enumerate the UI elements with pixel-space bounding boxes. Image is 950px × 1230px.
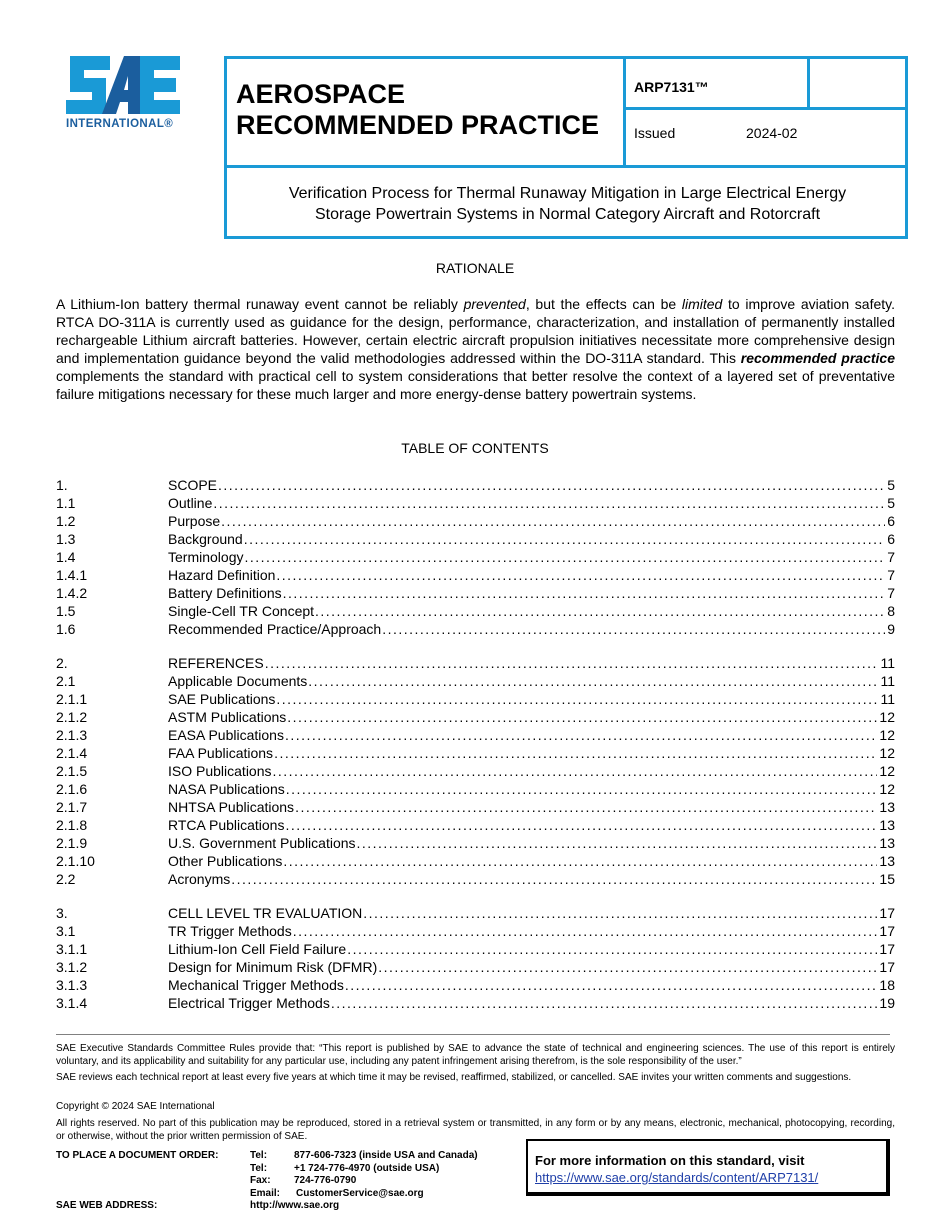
toc-entry-page: 17 — [879, 923, 895, 939]
toc-entry-number: 3.1.3 — [56, 977, 88, 993]
toc-entry[interactable] — [56, 870, 895, 888]
toc-entry-number: 2.1.10 — [56, 853, 95, 869]
toc-entry[interactable] — [56, 976, 895, 994]
dot-leader — [285, 726, 877, 744]
toc-entry-page: 13 — [879, 853, 895, 869]
toc-entry-title: Other Publications — [168, 853, 283, 869]
toc-entry[interactable] — [56, 672, 895, 690]
toc-entry-page: 17 — [879, 959, 895, 975]
toc-entry-title: Recommended Practice/Approach — [168, 621, 382, 637]
toc-entry-number: 2.1.1 — [56, 691, 88, 707]
emphasis: prevented — [463, 296, 526, 312]
dot-leader — [274, 744, 877, 762]
toc-entry-title: Battery Definitions — [168, 585, 282, 601]
toc-entry-title: CELL LEVEL TR EVALUATION — [168, 905, 363, 921]
toc-entry-page: 9 — [887, 621, 895, 637]
document-type-line2: RECOMMENDED PRACTICE — [236, 110, 600, 140]
toc-entry-number: 1. — [56, 477, 68, 493]
sae-logo-icon — [66, 56, 188, 114]
rights-text: All rights reserved. No part of this publication may be reproduced, stored in a retrieval system or transmitted, in any form or by any means, electronic, mechanical, photocopying, recording, or otherwise, without the prior written permission of SAE. — [56, 1118, 895, 1142]
toc-entry-number: 3.1.4 — [56, 995, 88, 1011]
dot-leader — [221, 512, 885, 530]
toc-entry-page: 11 — [880, 655, 895, 671]
toc-entry-number: 3. — [56, 905, 68, 921]
rationale-paragraph — [56, 295, 895, 403]
toc-entry-page: 12 — [879, 781, 895, 797]
toc-entry-title: Background — [168, 531, 243, 547]
toc-entry-title: SAE Publications — [168, 691, 276, 707]
review-text: SAE reviews each technical report at least every five years at which time it may be revised, reaffirmed, stabilized, or cancelled. SAE invites your written comments and suggestions. — [56, 1072, 852, 1083]
toc-entry-page: 11 — [880, 673, 895, 689]
toc-entry[interactable] — [56, 654, 895, 672]
contact-key: Tel: — [250, 1150, 268, 1161]
toc-entry[interactable] — [56, 494, 895, 512]
toc-entry[interactable] — [56, 620, 895, 638]
dot-leader — [308, 672, 878, 690]
toc-entry-title: TR Trigger Methods — [168, 923, 292, 939]
copyright-text: Copyright © 2024 SAE International — [56, 1101, 215, 1112]
dot-leader — [276, 690, 878, 708]
document-header-box — [224, 56, 908, 239]
toc-entry[interactable] — [56, 762, 895, 780]
toc-entry-title: REFERENCES — [168, 655, 264, 671]
dot-leader — [331, 994, 878, 1012]
dot-leader — [213, 494, 885, 512]
toc-entry-number: 1.6 — [56, 621, 76, 637]
divider — [623, 107, 908, 110]
contact-phone-domestic: 877-606-7323 (inside USA and Canada) — [294, 1150, 478, 1161]
dot-leader — [285, 816, 877, 834]
toc-entry-page: 13 — [879, 835, 895, 851]
document-type-line1: AEROSPACE — [236, 79, 406, 109]
web-label: SAE WEB ADDRESS: — [56, 1200, 158, 1212]
toc-entry-page: 7 — [887, 585, 895, 601]
more-info-text: For more information on this standard, visit — [535, 1153, 805, 1168]
contact-key: Tel: — [250, 1162, 268, 1174]
contact-email[interactable]: CustomerService@sae.org — [296, 1187, 424, 1199]
divider — [623, 59, 626, 167]
toc-entry-page: 13 — [879, 799, 895, 815]
divider — [807, 59, 810, 109]
toc-entry[interactable] — [56, 690, 895, 708]
toc-entry[interactable] — [56, 566, 895, 584]
dot-leader — [244, 548, 885, 566]
text: A Lithium-Ion battery thermal runaway event cannot be reliably — [56, 296, 464, 312]
toc-entry-number: 2.2 — [56, 871, 76, 887]
toc-entry[interactable] — [56, 940, 895, 958]
toc-entry-number: 1.4.2 — [56, 585, 88, 601]
toc-entry-title: Electrical Trigger Methods — [168, 995, 330, 1011]
contact-key: Email: — [250, 1187, 281, 1199]
toc-entry-page: 12 — [879, 727, 895, 743]
dot-leader — [347, 940, 877, 958]
toc-entry-title: NASA Publications — [168, 781, 285, 797]
toc-entry-page: 17 — [879, 905, 895, 921]
dot-leader — [218, 476, 885, 494]
toc-entry-title: Lithium-Ion Cell Field Failure — [168, 941, 347, 957]
toc-heading: TABLE OF CONTENTS — [401, 440, 549, 456]
toc-entry[interactable] — [56, 512, 895, 530]
standard-link[interactable]: https://www.sae.org/standards/content/ARP7131/ — [535, 1170, 819, 1185]
toc-entry-page: 13 — [879, 817, 895, 833]
toc-entry-number: 1.3 — [56, 531, 76, 547]
rationale-heading: RATIONALE — [435, 260, 515, 276]
order-label: TO PLACE A DOCUMENT ORDER: — [56, 1150, 219, 1161]
document-type — [236, 79, 599, 141]
toc-entry-title: FAA Publications — [168, 745, 274, 761]
toc-entry[interactable] — [56, 530, 895, 548]
toc-entry-page: 11 — [880, 691, 895, 707]
toc-entry-number: 1.1 — [56, 495, 76, 511]
toc-entry-title: Mechanical Trigger Methods — [168, 977, 344, 993]
dot-leader — [378, 958, 877, 976]
toc-entry-title: RTCA Publications — [168, 817, 285, 833]
dot-leader — [357, 834, 878, 852]
text: complements the standard with practical cell to system considerations that better resolve the context of a layered set of preventative failure mitigations necessary for these much larger and more energy-dense battery powertrain systems. — [56, 368, 895, 402]
toc-entry-number: 1.4 — [56, 549, 76, 565]
toc-entry-number: 1.2 — [56, 513, 76, 529]
toc-section-2 — [56, 654, 895, 888]
document-title-line1: Verification Process for Thermal Runaway Mitigation in Large Electrical Energy — [288, 185, 847, 202]
toc-entry-page: 12 — [879, 763, 895, 779]
toc-entry-number: 2.1.5 — [56, 763, 88, 779]
toc-entry-title: ISO Publications — [168, 763, 272, 779]
document-title-line2: Storage Powertrain Systems in Normal Category Aircraft and Rotorcraft — [314, 206, 821, 223]
toc-entry-number: 2.1 — [56, 673, 76, 689]
dot-leader — [293, 922, 878, 940]
toc-entry-page: 7 — [887, 567, 895, 583]
toc-entry[interactable] — [56, 744, 895, 762]
emphasis: limited — [681, 296, 723, 312]
more-info-box — [526, 1139, 890, 1196]
dot-leader — [273, 762, 878, 780]
dot-leader — [295, 798, 877, 816]
toc-section-1 — [56, 476, 895, 638]
toc-entry[interactable] — [56, 958, 895, 976]
toc-entry-title: NHTSA Publications — [168, 799, 295, 815]
dot-leader — [382, 620, 885, 638]
toc-entry-page: 12 — [879, 709, 895, 725]
dot-leader — [244, 530, 885, 548]
web-address[interactable]: http://www.sae.org — [250, 1200, 340, 1212]
toc-entry-number: 1.5 — [56, 603, 76, 619]
toc-entry[interactable] — [56, 852, 895, 870]
contact-phone-intl: +1 724-776-4970 (outside USA) — [294, 1162, 440, 1174]
toc-entry[interactable] — [56, 708, 895, 726]
toc-entry-number: 2.1.4 — [56, 745, 88, 761]
contact-key: Fax: — [250, 1175, 271, 1187]
strong-emphasis: recommended practice — [740, 350, 895, 366]
toc-entry-page: 5 — [887, 477, 895, 493]
toc-entry[interactable] — [56, 834, 895, 852]
toc-entry-number: 2.1.3 — [56, 727, 88, 743]
dot-leader — [265, 654, 879, 672]
toc-entry-title: Hazard Definition — [168, 567, 276, 583]
dot-leader — [287, 708, 877, 726]
toc-entry[interactable] — [56, 904, 895, 922]
toc-entry[interactable] — [56, 726, 895, 744]
toc-entry-page: 19 — [879, 995, 895, 1011]
toc-entry-number: 3.1.2 — [56, 959, 88, 975]
divider — [227, 165, 908, 168]
dot-leader — [286, 780, 878, 798]
toc-entry[interactable] — [56, 584, 895, 602]
toc-entry-title: ASTM Publications — [168, 709, 287, 725]
toc-entry-number: 3.1.1 — [56, 941, 88, 957]
text: , but the effects can be — [525, 296, 682, 312]
dot-leader — [283, 852, 877, 870]
text: to improve aviation safety. RTCA DO-311A is currently used as guidance for the design, performance, characterization, and installation of permanently installed rechargeable Lithium aircraft batteries. However, certain electric aircraft propulsion initiatives necessitate more comprehensive design and implementation guidance beyond the valid methodologies addressed within the DO-311A standard. This — [56, 296, 895, 366]
toc-entry-title: Outline — [168, 495, 213, 511]
dot-leader — [283, 584, 886, 602]
toc-entry-title: Purpose — [168, 513, 221, 529]
toc-entry[interactable] — [56, 602, 895, 620]
toc-entry-number: 1.4.1 — [56, 567, 88, 583]
toc-entry[interactable] — [56, 922, 895, 940]
toc-entry-title: Terminology — [168, 549, 244, 565]
document-number: ARP7131™ — [634, 79, 709, 95]
toc-entry-number: 2.1.7 — [56, 799, 88, 815]
toc-entry[interactable] — [56, 780, 895, 798]
toc-entry[interactable] — [56, 476, 895, 494]
toc-entry-number: 2.1.6 — [56, 781, 88, 797]
dot-leader — [315, 602, 885, 620]
toc-entry-page: 17 — [879, 941, 895, 957]
toc-entry-title: EASA Publications — [168, 727, 284, 743]
issued-date: 2024-02 — [746, 125, 798, 141]
toc-entry-number: 2. — [56, 655, 68, 671]
toc-entry-number: 2.1.8 — [56, 817, 88, 833]
toc-section-3 — [56, 904, 895, 1012]
dot-leader — [276, 566, 885, 584]
toc-entry-title: Design for Minimum Risk (DFMR) — [168, 959, 378, 975]
toc-entry-title: Acronyms — [168, 871, 231, 887]
dot-leader — [363, 904, 877, 922]
toc-entry[interactable] — [56, 994, 895, 1012]
toc-entry-page: 6 — [887, 531, 895, 547]
toc-entry-title: Single-Cell TR Concept — [168, 603, 315, 619]
toc-entry-page: 15 — [879, 871, 895, 887]
toc-entry-number: 2.1.2 — [56, 709, 88, 725]
toc-entry-page: 12 — [879, 745, 895, 761]
toc-entry-title: SCOPE — [168, 477, 218, 493]
toc-entry-title: U.S. Government Publications — [168, 835, 356, 851]
issued-label: Issued — [634, 125, 676, 141]
toc-entry-page: 8 — [887, 603, 895, 619]
dot-leader — [231, 870, 877, 888]
toc-entry-page: 6 — [887, 513, 895, 529]
toc-entry-title: Applicable Documents — [168, 673, 308, 689]
toc-entry-page: 5 — [887, 495, 895, 511]
toc-entry[interactable] — [56, 548, 895, 566]
toc-entry-page: 7 — [887, 549, 895, 565]
contact-fax: 724-776-0790 — [294, 1175, 357, 1187]
toc-entry-number: 2.1.9 — [56, 835, 88, 851]
footer-divider — [56, 1034, 890, 1035]
committee-rules-text: SAE Executive Standards Committee Rules provide that: “This report is published by SAE to advance the state of technical and engineering sciences. The use of this report is entirely voluntary, and its applicability and suitability for any particular use, including any patent infringement arising therefrom, is the sole responsibility of the user.” — [56, 1043, 895, 1067]
toc-entry-page: 18 — [879, 977, 895, 993]
toc-entry-number: 3.1 — [56, 923, 76, 939]
dot-leader — [345, 976, 878, 994]
toc-entry[interactable] — [56, 798, 895, 816]
document-title — [227, 183, 908, 225]
sae-logo — [66, 56, 188, 136]
toc-entry[interactable] — [56, 816, 895, 834]
logo-subtext: INTERNATIONAL® — [66, 118, 174, 130]
